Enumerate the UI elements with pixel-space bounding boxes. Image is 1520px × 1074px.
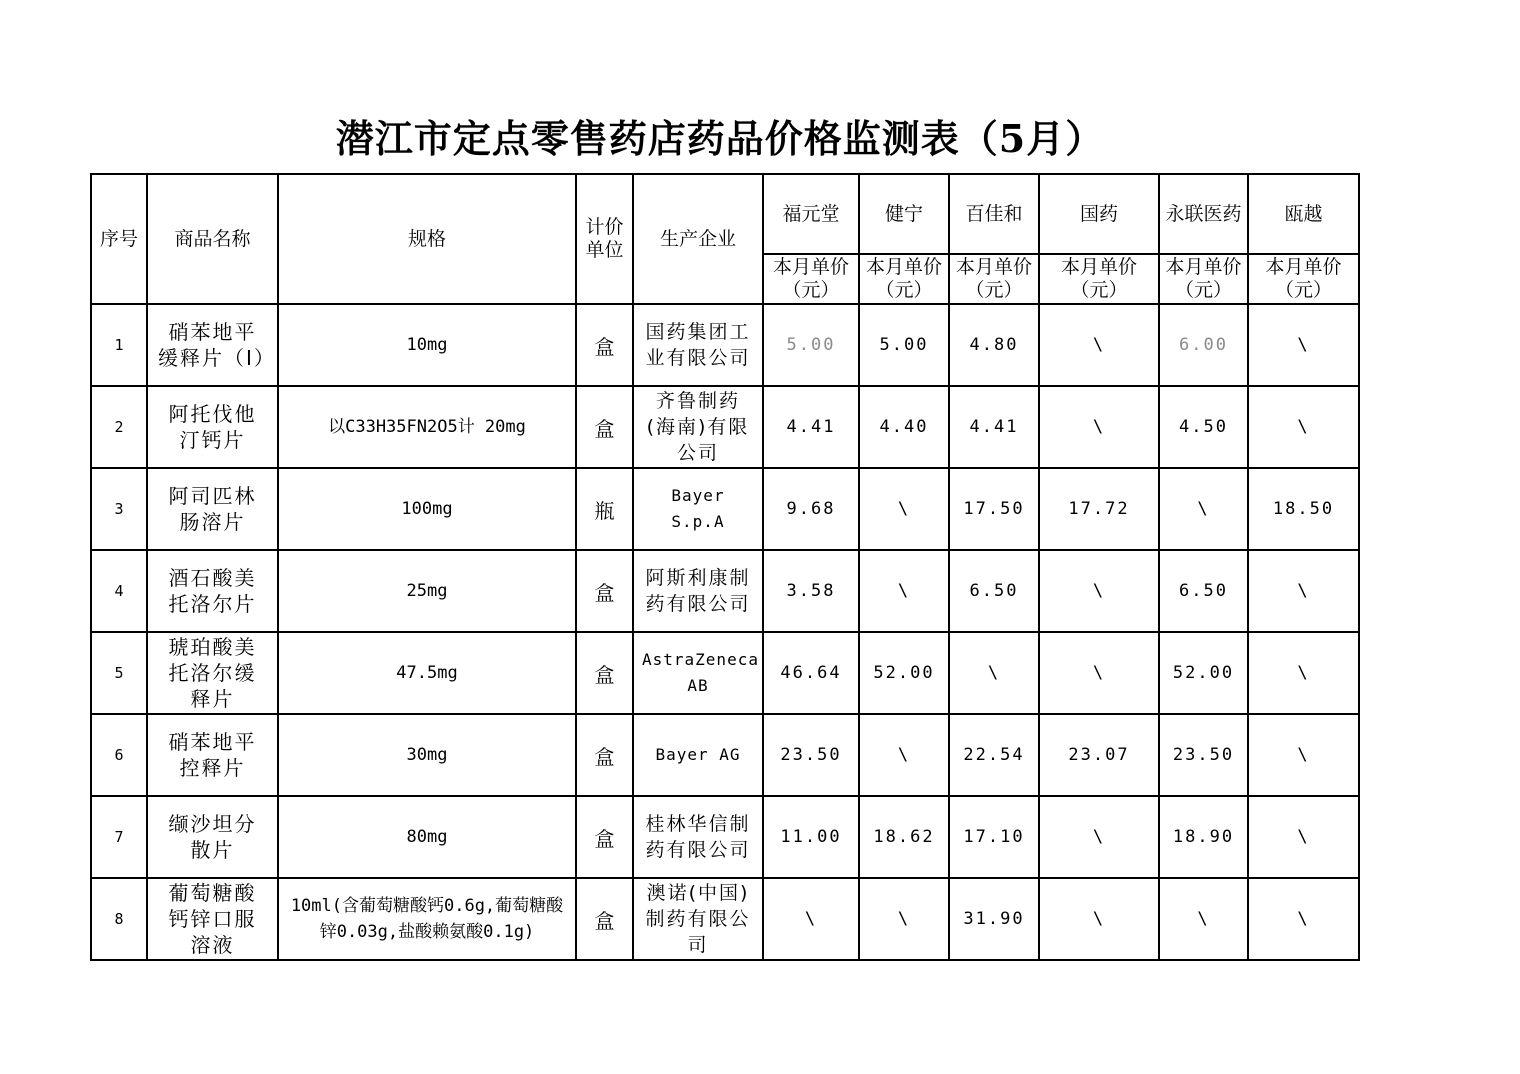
table-row [91, 878, 1359, 960]
header-price-label: 本月单价（元） [949, 254, 1039, 304]
cell-price: \ [1039, 304, 1159, 386]
cell-price: \ [1248, 386, 1359, 468]
cell-name: 琥珀酸美托洛尔缓释片 [147, 632, 278, 714]
cell-spec: 10mg [278, 304, 576, 386]
table-row [91, 386, 1359, 468]
header-store: 健宁 [859, 174, 949, 254]
header-name: 商品名称 [147, 174, 278, 304]
cell-price: \ [1248, 878, 1359, 960]
cell-price: 23.50 [1159, 714, 1248, 796]
cell-price: \ [1248, 714, 1359, 796]
cell-price: \ [1039, 386, 1159, 468]
cell-maker: 桂林华信制药有限公司 [633, 796, 763, 878]
header-price-label: 本月单价（元） [1248, 254, 1359, 304]
cell-price: \ [1159, 468, 1248, 550]
cell-price: 52.00 [1159, 632, 1248, 714]
cell-name: 阿托伐他汀钙片 [147, 386, 278, 468]
cell-unit: 瓶 [576, 468, 633, 550]
cell-price: \ [949, 632, 1039, 714]
cell-unit: 盒 [576, 714, 633, 796]
cell-maker: 阿斯利康制药有限公司 [633, 550, 763, 632]
cell-seq: 4 [91, 550, 147, 632]
cell-price: 17.50 [949, 468, 1039, 550]
table-row [91, 550, 1359, 632]
cell-price: \ [1248, 796, 1359, 878]
cell-price: \ [859, 468, 949, 550]
cell-seq: 1 [91, 304, 147, 386]
table-row [91, 796, 1359, 878]
cell-unit: 盒 [576, 632, 633, 714]
header-price-label: 本月单价（元） [1159, 254, 1248, 304]
cell-spec: 25mg [278, 550, 576, 632]
cell-maker: 国药集团工业有限公司 [633, 304, 763, 386]
header-seq: 序号 [91, 174, 147, 304]
header-unit: 计价单位 [576, 174, 633, 304]
cell-spec: 100mg [278, 468, 576, 550]
cell-seq: 8 [91, 878, 147, 960]
cell-maker: Bayer S.p.A [633, 468, 763, 550]
cell-price: \ [1159, 878, 1248, 960]
cell-price: 9.68 [763, 468, 859, 550]
cell-price: \ [1039, 796, 1159, 878]
cell-price: \ [1248, 304, 1359, 386]
cell-seq: 2 [91, 386, 147, 468]
cell-seq: 6 [91, 714, 147, 796]
cell-maker: Bayer AG [633, 714, 763, 796]
header-store: 国药 [1039, 174, 1159, 254]
cell-spec: 47.5mg [278, 632, 576, 714]
cell-spec: 80mg [278, 796, 576, 878]
table-row [91, 714, 1359, 796]
cell-unit: 盒 [576, 386, 633, 468]
cell-price: 23.07 [1039, 714, 1159, 796]
price-table [90, 173, 1360, 961]
cell-seq: 7 [91, 796, 147, 878]
cell-maker: 澳诺(中国)制药有限公司 [633, 878, 763, 960]
cell-name: 缬沙坦分散片 [147, 796, 278, 878]
header-spec: 规格 [278, 174, 576, 304]
cell-price: 17.72 [1039, 468, 1159, 550]
cell-price: \ [1039, 632, 1159, 714]
cell-price: 31.90 [949, 878, 1039, 960]
header-row [91, 174, 1359, 254]
table-row [91, 468, 1359, 550]
cell-price: \ [859, 714, 949, 796]
header-price-label: 本月单价（元） [763, 254, 859, 304]
cell-price: 22.54 [949, 714, 1039, 796]
cell-price: \ [763, 878, 859, 960]
cell-unit: 盒 [576, 796, 633, 878]
cell-unit: 盒 [576, 550, 633, 632]
table-row [91, 304, 1359, 386]
cell-name: 酒石酸美托洛尔片 [147, 550, 278, 632]
cell-price: \ [1039, 878, 1159, 960]
cell-price: 46.64 [763, 632, 859, 714]
header-price-label: 本月单价（元） [1039, 254, 1159, 304]
cell-price: 4.41 [949, 386, 1039, 468]
cell-price: 5.00 [859, 304, 949, 386]
cell-price: 52.00 [859, 632, 949, 714]
cell-name: 阿司匹林肠溶片 [147, 468, 278, 550]
cell-price: 4.41 [763, 386, 859, 468]
cell-name: 葡萄糖酸钙锌口服溶液 [147, 878, 278, 960]
cell-unit: 盒 [576, 304, 633, 386]
cell-price: 5.00 [763, 304, 859, 386]
page-title: 潜江市定点零售药店药品价格监测表（5月） [335, 116, 1105, 161]
cell-name: 硝苯地平控释片 [147, 714, 278, 796]
cell-price: 4.40 [859, 386, 949, 468]
cell-seq: 3 [91, 468, 147, 550]
cell-price: \ [859, 878, 949, 960]
cell-price: 6.50 [1159, 550, 1248, 632]
cell-unit: 盒 [576, 878, 633, 960]
cell-price: 4.80 [949, 304, 1039, 386]
header-store: 百佳和 [949, 174, 1039, 254]
cell-price: 3.58 [763, 550, 859, 632]
table-row [91, 632, 1359, 714]
cell-price: 6.50 [949, 550, 1039, 632]
cell-price: 23.50 [763, 714, 859, 796]
cell-price: \ [859, 550, 949, 632]
cell-price: 11.00 [763, 796, 859, 878]
cell-price: \ [1248, 550, 1359, 632]
cell-price: 18.90 [1159, 796, 1248, 878]
cell-spec: 30mg [278, 714, 576, 796]
header-store: 永联医药 [1159, 174, 1248, 254]
cell-name: 硝苯地平缓释片（I） [147, 304, 278, 386]
cell-maker: AstraZeneca AB [633, 632, 763, 714]
header-store: 福元堂 [763, 174, 859, 254]
cell-seq: 5 [91, 632, 147, 714]
cell-spec: 10ml(含葡萄糖酸钙0.6g,葡萄糖酸锌0.03g,盐酸赖氨酸0.1g) [278, 878, 576, 960]
cell-price: 6.00 [1159, 304, 1248, 386]
cell-price: 18.50 [1248, 468, 1359, 550]
cell-maker: 齐鲁制药(海南)有限公司 [633, 386, 763, 468]
cell-price: 4.50 [1159, 386, 1248, 468]
cell-price: 17.10 [949, 796, 1039, 878]
header-price-label: 本月单价（元） [859, 254, 949, 304]
header-maker: 生产企业 [633, 174, 763, 304]
cell-spec: 以C33H35FN2O5计 20mg [278, 386, 576, 468]
header-store: 瓯越 [1248, 174, 1359, 254]
cell-price: \ [1039, 550, 1159, 632]
cell-price: 18.62 [859, 796, 949, 878]
cell-price: \ [1248, 632, 1359, 714]
